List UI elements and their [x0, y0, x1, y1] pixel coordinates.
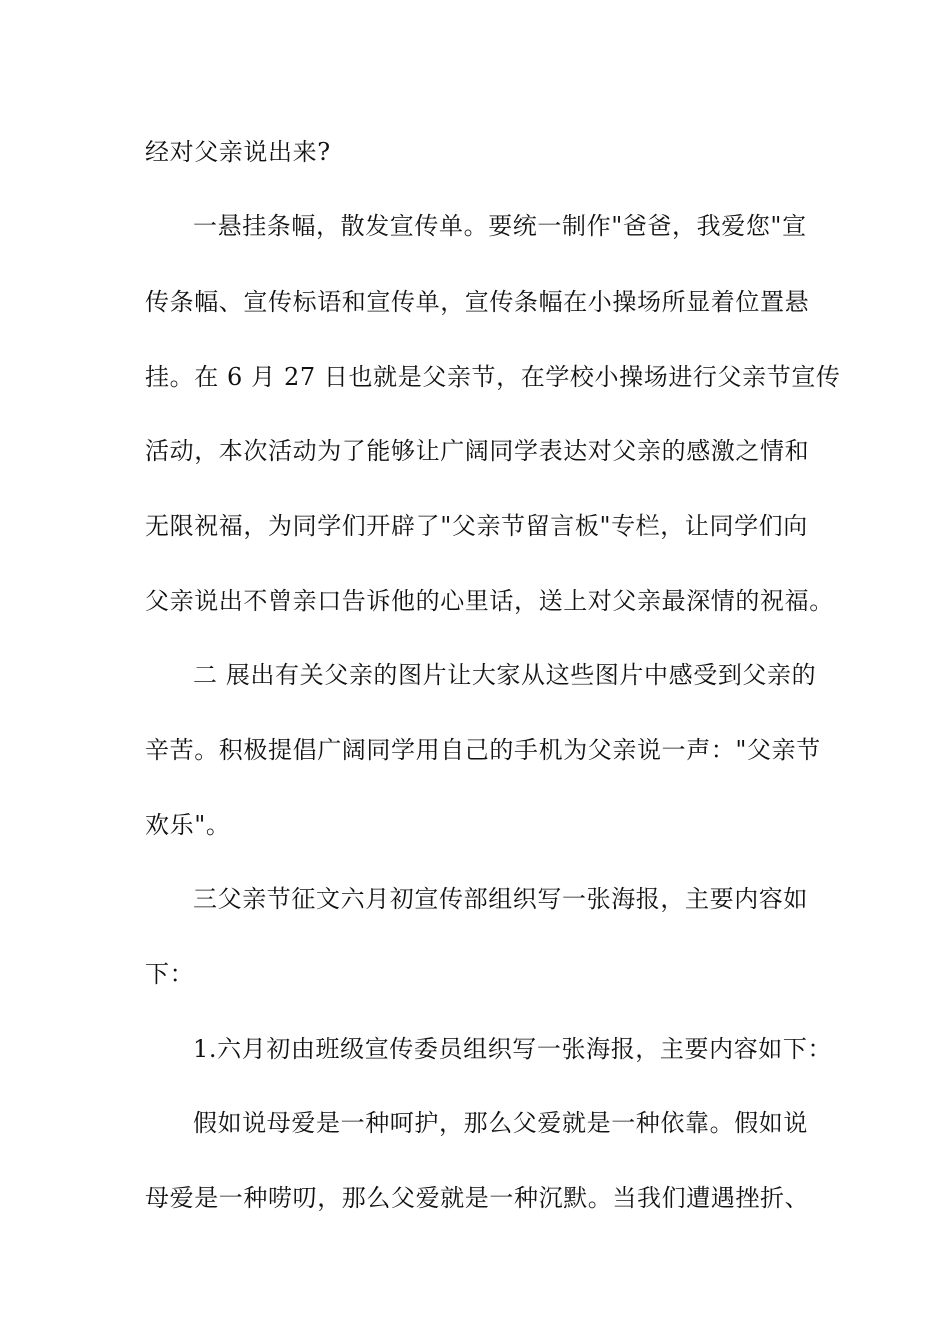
text-line: 一悬挂条幅，散发宣传单。要统一制作"爸爸，我爱您"宣 — [193, 212, 807, 240]
text-line: 欢乐"。 — [145, 811, 231, 839]
text-line: 1.六月初由班级宣传委员组织写一张海报，主要内容如下： — [193, 1035, 833, 1063]
text-line: 父亲说出不曾亲口告诉他的心里话，送上对父亲最深情的祝福。 — [145, 587, 834, 615]
text-line: 三父亲节征文六月初宣传部组织写一张海报，主要内容如 — [193, 885, 808, 913]
text-line: 无限祝福，为同学们开辟了"父亲节留言板"专栏，让同学们向 — [145, 512, 808, 540]
text-line: 活动，本次活动为了能够让广阔同学表达对父亲的感激之情和 — [145, 437, 810, 465]
text-line: 假如说母爱是一种呵护，那么父爱就是一种依靠。假如说 — [193, 1109, 808, 1137]
text-line: 经对父亲说出来? — [145, 138, 331, 166]
text-line: 传条幅、宣传标语和宣传单，宣传条幅在小操场所显着位置悬 — [145, 288, 810, 316]
text-line: 下： — [145, 960, 195, 988]
text-line: 辛苦。积极提倡广阔同学用自己的手机为父亲说一声："父亲节 — [145, 736, 821, 764]
text-line: 挂。在 6 月 27 日也就是父亲节，在学校小操场进行父亲节宣传 — [145, 363, 841, 391]
text-line: 二 展出有关父亲的图片让大家从这些图片中感受到父亲的 — [193, 661, 817, 689]
text-line: 母爱是一种唠叨，那么父爱就是一种沉默。当我们遭遇挫折、 — [145, 1184, 810, 1212]
